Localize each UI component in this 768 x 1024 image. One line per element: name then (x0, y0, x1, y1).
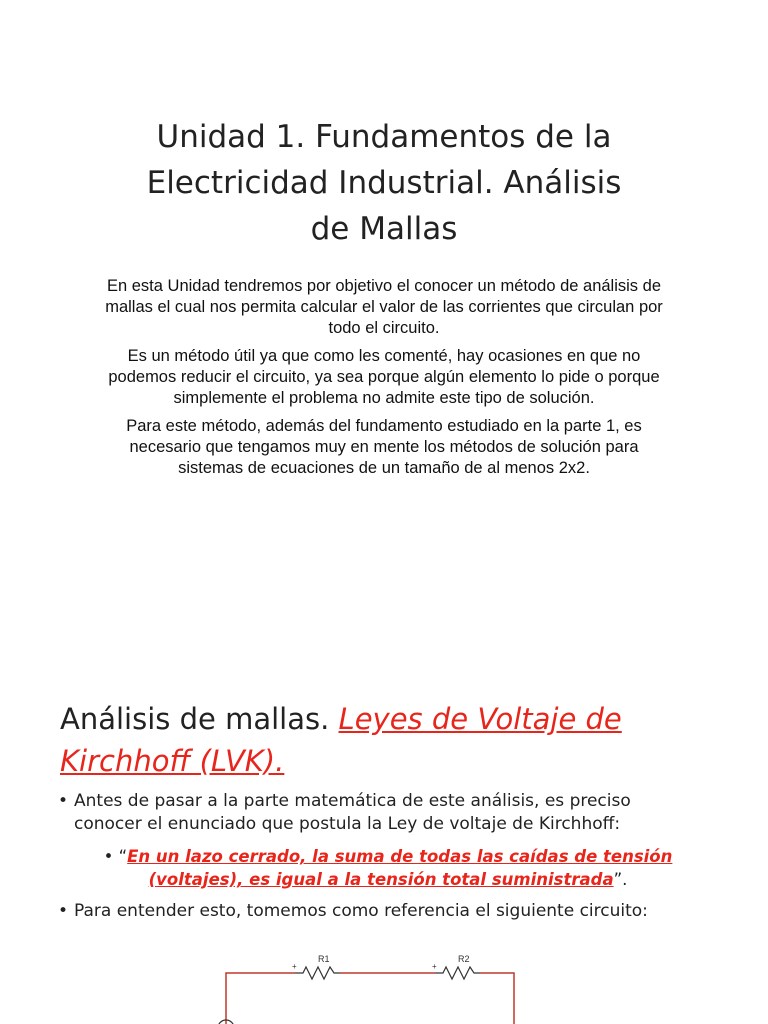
slide-2-title-red-2: Kirchhoff (LVK). (60, 744, 285, 778)
bullet-item-reference (58, 900, 718, 923)
bullet-item-intro (58, 790, 718, 836)
resistor-r2-label: R2 (458, 954, 470, 964)
slide-2-title-plain: Análisis de mallas. (60, 702, 339, 736)
slide-2 (0, 660, 768, 1024)
slide-1-title-line-2: Electricidad Industrial. Análisis (146, 165, 622, 201)
resistor-r2-plus: + (432, 962, 437, 971)
slide-2-bullets (58, 790, 718, 932)
paragraph-prerequisites (52, 416, 716, 479)
bullet-item-quote (58, 845, 718, 891)
wire-left (226, 973, 295, 1024)
quote-open-mark: “ (118, 847, 128, 866)
paragraph-line: sistemas de ecuaciones de un tamaño de al menos 2x2. (178, 459, 590, 477)
resistor-r2 (432, 954, 480, 979)
paragraph-line: todo el circuito. (328, 319, 440, 337)
paragraph-line: simplemente el problema no admite este tipo de solución. (173, 389, 595, 407)
slide-1-body (52, 276, 716, 486)
bullet-dot: • (103, 847, 114, 866)
slide-2-title (60, 698, 720, 782)
paragraph-line: necesario que tengamos muy en mente los métodos de solución para (129, 438, 639, 456)
bullet-dot: • (58, 791, 69, 811)
bullet-line: Para entender esto, tomemos como referencia el siguiente circuito: (74, 901, 648, 921)
resistor-r1-plus: + (292, 962, 297, 971)
circuit-wires (226, 973, 514, 1024)
kirchhoff-statement-line-1: En un lazo cerrado, la suma de todas las caídas de tensión (127, 847, 673, 866)
slide-1-title-line-1: Unidad 1. Fundamentos de la (156, 119, 612, 155)
paragraph-line: podemos reducir el circuito, ya sea porque algún elemento lo pide o porque (108, 368, 660, 386)
wire-right (480, 973, 514, 1024)
paragraph-objective (52, 276, 716, 339)
bullet-line: Antes de pasar a la parte matemática de este análisis, es preciso (74, 791, 631, 811)
resistor-r1-label: R1 (318, 954, 330, 964)
paragraph-line: Es un método útil ya que como les comenté, hay ocasiones en que no (127, 347, 641, 365)
bullet-dot: • (58, 901, 69, 921)
resistor-r2-zigzag (435, 967, 480, 979)
bullet-line: conocer el enunciado que postula la Ley de voltaje de Kirchhoff: (74, 814, 621, 834)
kirchhoff-statement-line-2: (voltajes), es igual a la tensión total suministrada (148, 870, 614, 889)
paragraph-line: mallas el cual nos permita calcular el valor de las corrientes que circulan por (105, 298, 663, 316)
resistor-r1 (292, 954, 340, 979)
resistor-r1-zigzag (295, 967, 340, 979)
paragraph-line: Para este método, además del fundamento estudiado en la parte 1, es (126, 417, 642, 435)
circuit-diagram (200, 944, 530, 1024)
paragraph-usefulness (52, 346, 716, 409)
paragraph-line: En esta Unidad tendremos por objetivo el conocer un método de análisis de (106, 277, 661, 295)
slide-2-title-red-1: Leyes de Voltaje de (338, 702, 622, 736)
slide-1-title (60, 114, 708, 252)
slide-1-title-line-3: de Mallas (310, 211, 458, 247)
quote-close-mark: ”. (613, 870, 628, 889)
